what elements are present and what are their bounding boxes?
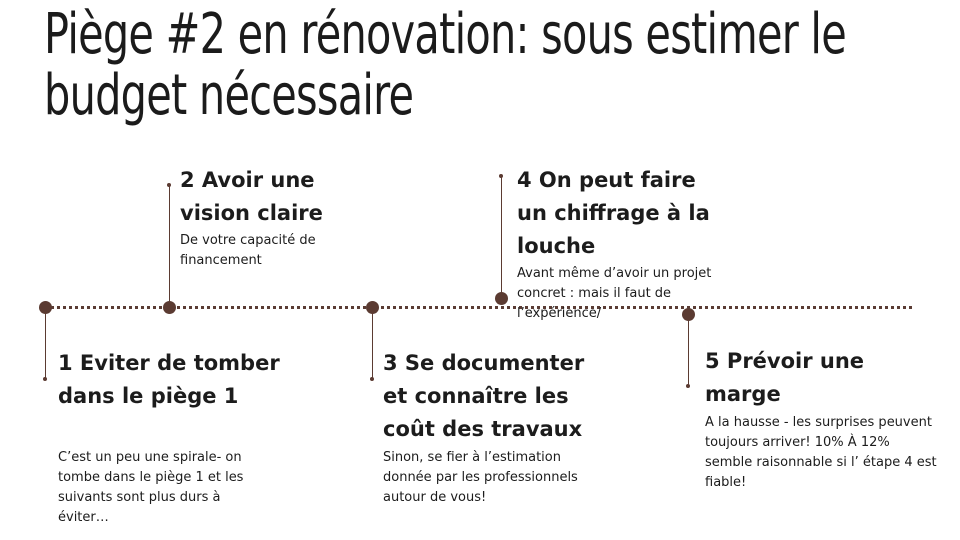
connector-4 [501,176,502,293]
connector-2 [169,185,170,302]
step-4-text: Avant même d’avoir un projet concret : mais il faut de l’expérience/ [517,266,712,321]
connector-tip-1 [43,377,47,381]
step-3-title: 3 Se documenter et connaître les coût des travaux [383,351,585,441]
page-title: Piège #2 en rénovation: sous estimer le budget nécessaire [44,2,846,128]
connector-3 [372,313,373,379]
step-4-title: 4 On peut faire un chiffrage à la louche [517,168,710,258]
step-2-text: De votre capacité de financement [180,233,316,268]
connector-tip-3 [370,377,374,381]
step-5-text: A la hausse - les surprises peuvent toujours arriver! 10% À 12% semble raisonnable si l’ étape 4 est fiable! [705,415,937,490]
timeline-dot-4 [495,292,508,305]
step-5-title: 5 Prévoir une marge [705,349,865,406]
connector-tip-2 [167,183,171,187]
step-1-title: 1 Eviter de tomber dans le piège 1 [58,351,280,408]
timeline-dot-2 [163,301,176,314]
step-3-text: Sinon, se fier à l’estimation donnée par les professionnels autour de vous! [383,450,578,505]
step-2-title: 2 Avoir une vision claire [180,168,323,225]
connector-5 [688,320,689,386]
step-1-text: C’est un peu une spirale- on tombe dans le piège 1 et les suivants sont plus durs à éviter… [58,450,244,525]
connector-tip-5 [686,384,690,388]
connector-tip-4 [499,174,503,178]
connector-1 [45,313,46,379]
